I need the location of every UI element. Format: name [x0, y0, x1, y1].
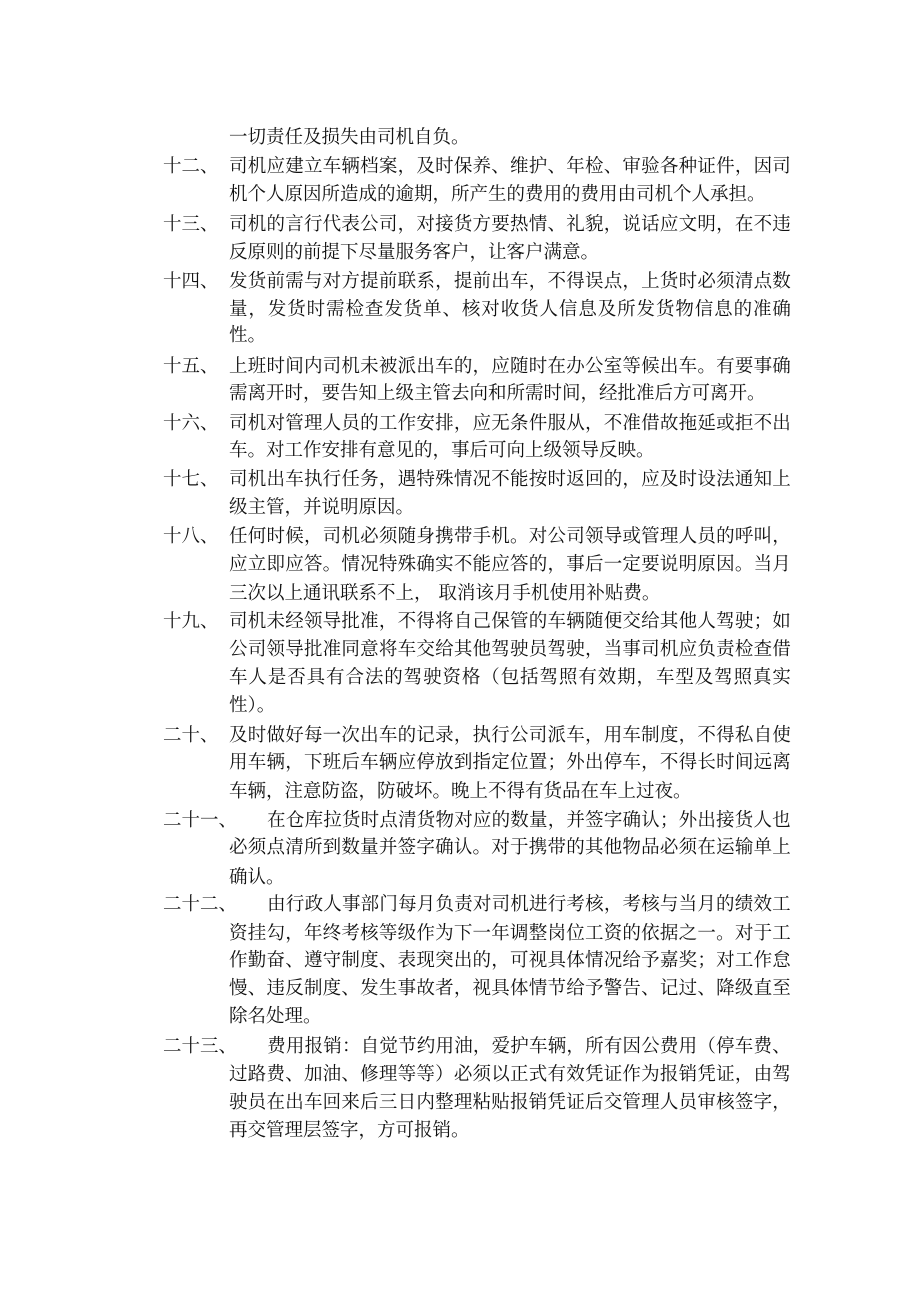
item-number: 十八、 [163, 526, 219, 547]
text-line: 一切责任及损失由司机自负。 [229, 127, 470, 148]
text-line: 在 仓 库 拉 货 时 点 清 货 物 对 应 的 数 量 ， 并 签 字 确 认 ； 外 出 接 货 人 也 [267, 810, 791, 831]
text-line: 量 ， 发 货 时 需 检 查 发 货 单 、 核 对 收 货 人 信 息 及 所 发 货 物 信 息 的 准 确 [229, 299, 791, 320]
text-line: 车 人 是 否 具 有 合 法 的 驾 驶 资 格 （ 包 括 驾 照 有 效 期 ， 车 型 及 驾 照 真 实 [229, 667, 791, 688]
text-line: 及 时 做 好 每 一 次 出 车 的 记 录 ， 执 行 公 司 派 车 ， 用 车 制 度 ， 不 得 私 自 使 [229, 725, 791, 746]
text-line: 再交管理层签字，方可报销。 [229, 1120, 470, 1141]
text-line: 级主管，并说明原因。 [229, 497, 415, 518]
text-line: 公 司 领 导 批 准 同 意 将 车 交 给 其 他 驾 驶 员 驾 驶 ， 当 事 司 机 应 负 责 检 查 借 [229, 639, 791, 660]
item-number: 二十三、 [163, 1036, 238, 1057]
text-line: 费 用 报 销 ： 自 觉 节 约 用 油 ， 爱 护 车 辆 ， 所 有 因 公 费 用 （ 停 车 费 、 [267, 1036, 791, 1057]
text-line: 驶 员 在 出 车 回 来 后 三 日 内 整 理 粘 贴 报 销 凭 证 后 交 管 理 人 员 审 核 签 字 ， [229, 1092, 791, 1113]
item-number: 十九、 [163, 611, 219, 632]
text-line: 司 机 对 管 理 人 员 的 工 作 安 排 ， 应 无 条 件 服 从 ， 不 准 借 故 拖 延 或 拒 不 出 [229, 413, 791, 434]
item-number: 十五、 [163, 356, 219, 377]
item-number: 二十二、 [163, 894, 238, 915]
text-line: 除名处理。 [229, 1006, 322, 1027]
text-line: 车。对工作安排有意见的，事后可向上级领导反映。 [229, 440, 655, 461]
item-number: 二十一、 [163, 810, 238, 831]
text-line: 司 机 的 言 行 代 表 公 司 ， 对 接 货 方 要 热 情 、 礼 貌 ， 说 话 应 文 明 ， 在 不 违 [229, 214, 791, 235]
item-number: 十七、 [163, 469, 219, 490]
text-line: 用 车 辆 ， 下 班 后 车 辆 应 停 放 到 指 定 位 置 ； 外 出 停 车 ， 不 得 长 时 间 远 离 [229, 752, 791, 773]
text-line: 三次以上通讯联系不上， 取消该月手机使用补贴费。 [229, 583, 661, 604]
text-line: 性）。 [229, 695, 276, 716]
text-line: 车辆，注意防盗，防破坏。晚上不得有货品在车上过夜。 [229, 781, 692, 802]
text-line: 必 须 点 清 所 到 数 量 并 签 字 确 认 。 对 于 携 带 的 其 他 物 品 必 须 在 运 输 单 上 [229, 837, 791, 858]
text-line: 作 勤 奋 、 遵 守 制 度 、 表 现 突 出 的 ， 可 视 具 体 情 况 给 予 嘉 奖 ； 对 工 作 怠 [229, 950, 791, 971]
text-line: 性。 [229, 325, 267, 346]
text-line: 司 机 应 建 立 车 辆 档 案 ， 及 时 保 养 、 维 护 、 年 检 、 审 验 各 种 证 件 ， 因 司 [229, 156, 791, 177]
text-line: 应 立 即 应 答 。 情 况 特 殊 确 实 不 能 应 答 的 ， 事 后 一 定 要 说 明 原 因 。 当 月 [229, 554, 791, 575]
text-line: 发 货 前 需 与 对 方 提 前 联 系 ， 提 前 出 车 ， 不 得 误 点 ， 上 货 时 必 须 清 点 数 [229, 271, 791, 292]
text-line: 确认。 [229, 867, 285, 888]
text-line: 资 挂 勾 ， 年 终 考 核 等 级 作 为 下 一 年 调 整 岗 位 工 资 的 依 据 之 一 。 对 于 工 [229, 923, 791, 944]
item-number: 十三、 [163, 214, 219, 235]
item-number: 十四、 [163, 271, 219, 292]
text-line: 司 机 出 车 执 行 任 务 ， 遇 特 殊 情 况 不 能 按 时 返 回 的 ， 应 及 时 设 法 通 知 上 [229, 469, 791, 490]
text-line: 司 机 未 经 领 导 批 准 ， 不 得 将 自 己 保 管 的 车 辆 随 便 交 给 其 他 人 驾 驶 ； 如 [229, 611, 791, 632]
text-line: 需离开时，要告知上级主管去向和所需时间，经批准后方可离开。 [229, 383, 766, 404]
text-line: 反原则的前提下尽量服务客户，让客户满意。 [229, 242, 600, 263]
text-line: 上 班 时 间 内 司 机 未 被 派 出 车 的 ， 应 随 时 在 办 公 室 等 候 出 车 。 有 要 事 确 [229, 356, 791, 377]
item-number: 十六、 [163, 413, 219, 434]
item-number: 十二、 [163, 156, 219, 177]
text-line: 慢 、 违 反 制 度 、 发 生 事 故 者 ， 视 具 体 情 节 给 予 警 告 、 记 过 、 降 级 直 至 [229, 978, 791, 999]
text-line: 过 路 费 、 加 油 、 修 理 等 等 ） 必 须 以 正 式 有 效 凭 证 作 为 报 销 凭 证 ， 由 驾 [229, 1064, 791, 1085]
text-line: 由 行 政 人 事 部 门 每 月 负 责 对 司 机 进 行 考 核 ， 考 核 与 当 月 的 绩 效 工 [267, 894, 791, 915]
text-line: 机个人原因所造成的逾期，所产生的费用的费用由司机个人承担。 [229, 184, 766, 205]
text-line: 任 何 时 候 ， 司 机 必 须 随 身 携 带 手 机 。 对 公 司 领 导 或 管 理 人 员 的 呼 叫 ， [229, 526, 791, 547]
item-number: 二十、 [163, 725, 219, 746]
